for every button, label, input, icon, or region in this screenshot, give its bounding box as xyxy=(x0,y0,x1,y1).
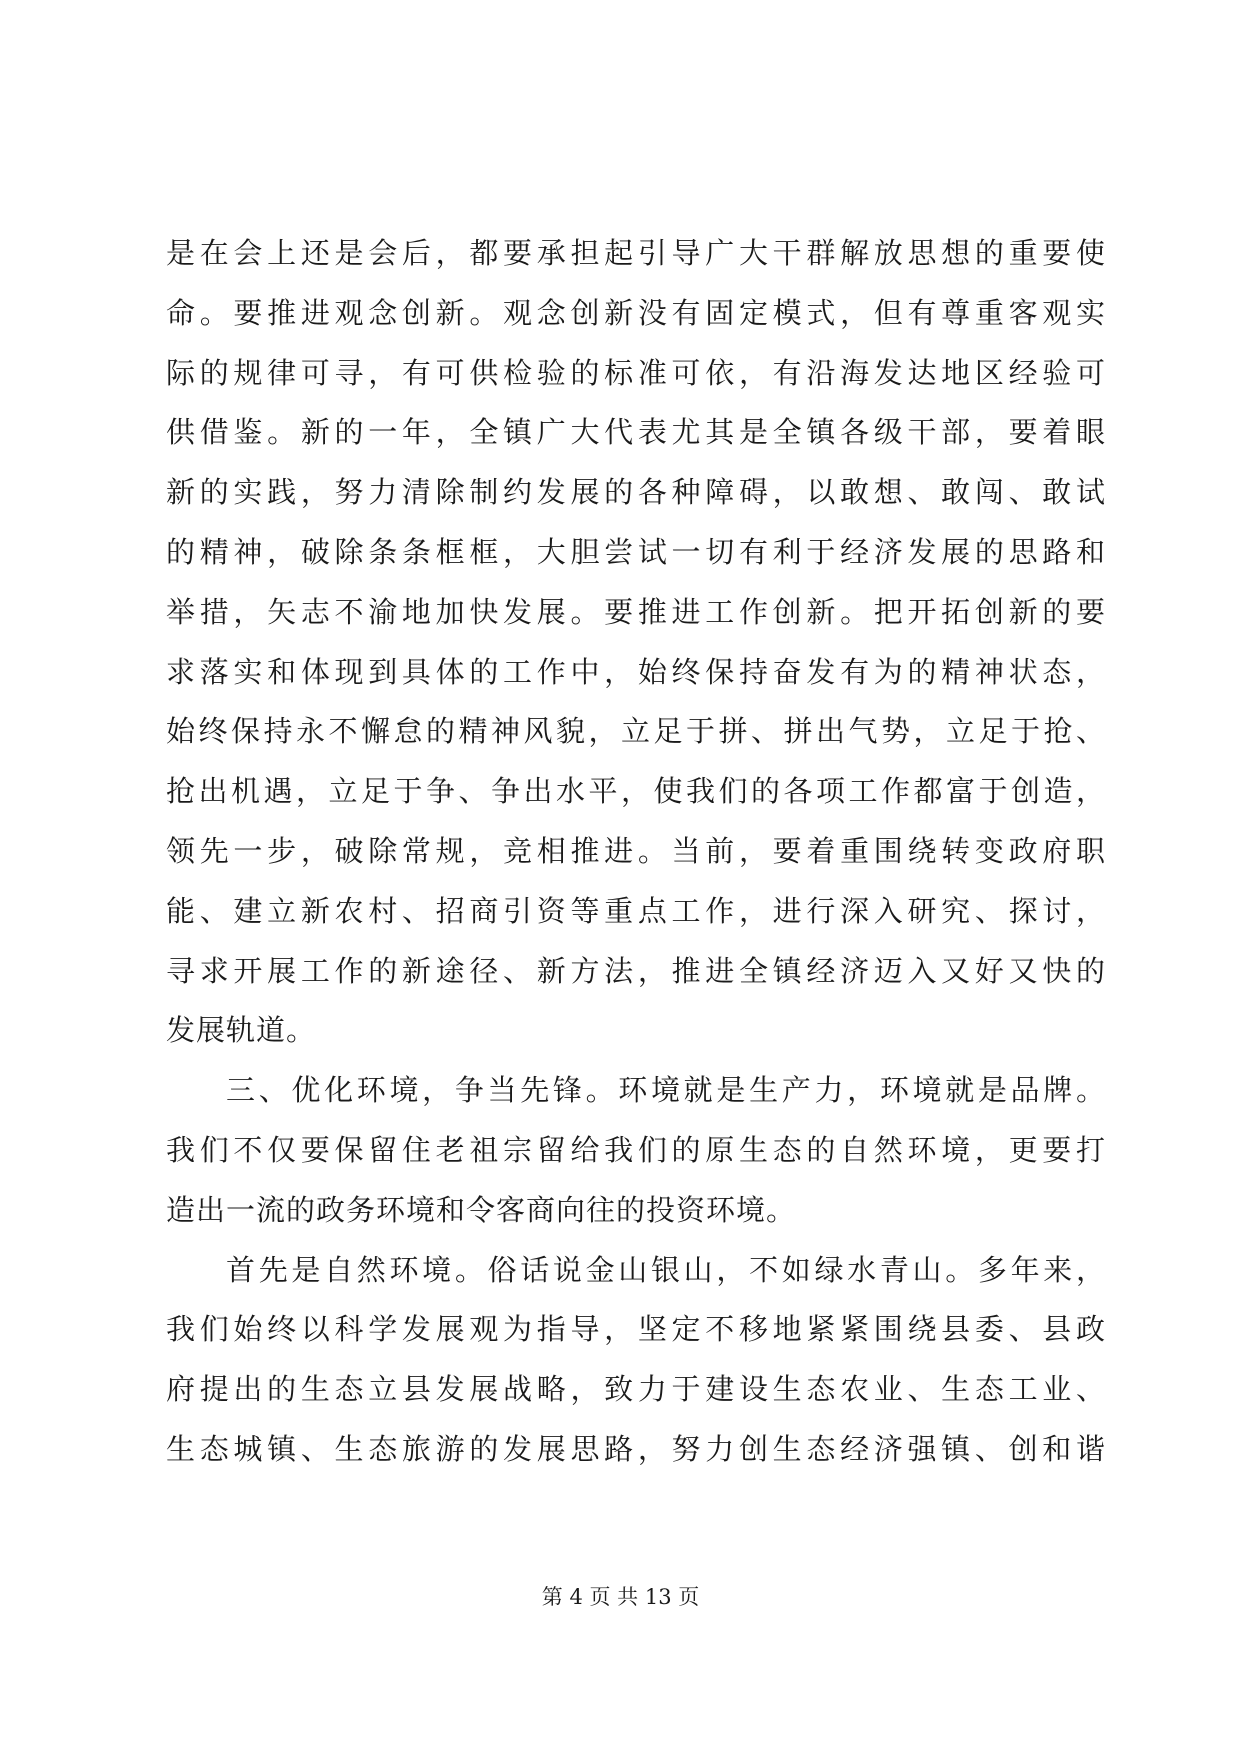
page-number-footer: 第 4 页 共 13 页 xyxy=(541,1585,700,1609)
paragraph-heading-line: 三、优化环境，争当先锋。环境就是生产力，环境就是品牌。 xyxy=(226,1073,1106,1108)
text-line: 举措，矢志不渝地加快发展。要推进工作创新。把开拓创新的要 xyxy=(166,594,1106,629)
body-text xyxy=(166,224,1106,1480)
text-line: 生态城镇、生态旅游的发展思路，努力创生态经济强镇、创和谐 xyxy=(166,1431,1106,1466)
text-line: 际的规律可寻，有可供检验的标准可依，有沿海发达地区经验可 xyxy=(166,355,1106,390)
text-line: 命。要推进观念创新。观念创新没有固定模式，但有尊重客观实 xyxy=(166,295,1106,330)
text-line: 造出一流的政务环境和令客商向往的投资环境。 xyxy=(166,1192,797,1227)
text-line: 供借鉴。新的一年，全镇广大代表尤其是全镇各级干部，要着眼 xyxy=(166,415,1106,450)
text-line: 府提出的生态立县发展战略，致力于建设生态农业、生态工业、 xyxy=(166,1372,1106,1407)
text-line: 的精神，破除条条框框，大胆尝试一切有利于经济发展的思路和 xyxy=(166,534,1106,569)
text-line: 发展轨道。 xyxy=(166,1013,317,1048)
text-line: 寻求开展工作的新途径、新方法，推进全镇经济迈入又好又快的 xyxy=(166,953,1106,988)
text-line: 我们始终以科学发展观为指导，坚定不移地紧紧围绕县委、县政 xyxy=(166,1312,1106,1347)
text-line: 我们不仅要保留住老祖宗留给我们的原生态的自然环境，更要打 xyxy=(166,1132,1106,1167)
text-line: 新的实践，努力清除制约发展的各种障碍，以敢想、敢闯、敢试 xyxy=(166,475,1106,510)
text-line: 始终保持永不懈怠的精神风貌，立足于拼、拼出气势，立足于抢、 xyxy=(166,714,1106,749)
text-line: 能、建立新农村、招商引资等重点工作，进行深入研究、探讨， xyxy=(166,893,1106,928)
text-line: 抢出机遇，立足于争、争出水平，使我们的各项工作都富于创造， xyxy=(166,774,1106,809)
paragraph-start-line: 首先是自然环境。俗话说金山银山，不如绿水青山。多年来， xyxy=(226,1252,1106,1287)
text-line: 领先一步，破除常规，竞相推进。当前，要着重围绕转变政府职 xyxy=(166,833,1106,868)
text-line: 求落实和体现到具体的工作中，始终保持奋发有为的精神状态， xyxy=(166,654,1106,689)
text-line: 是在会上还是会后，都要承担起引导广大干群解放思想的重要使 xyxy=(166,236,1106,270)
